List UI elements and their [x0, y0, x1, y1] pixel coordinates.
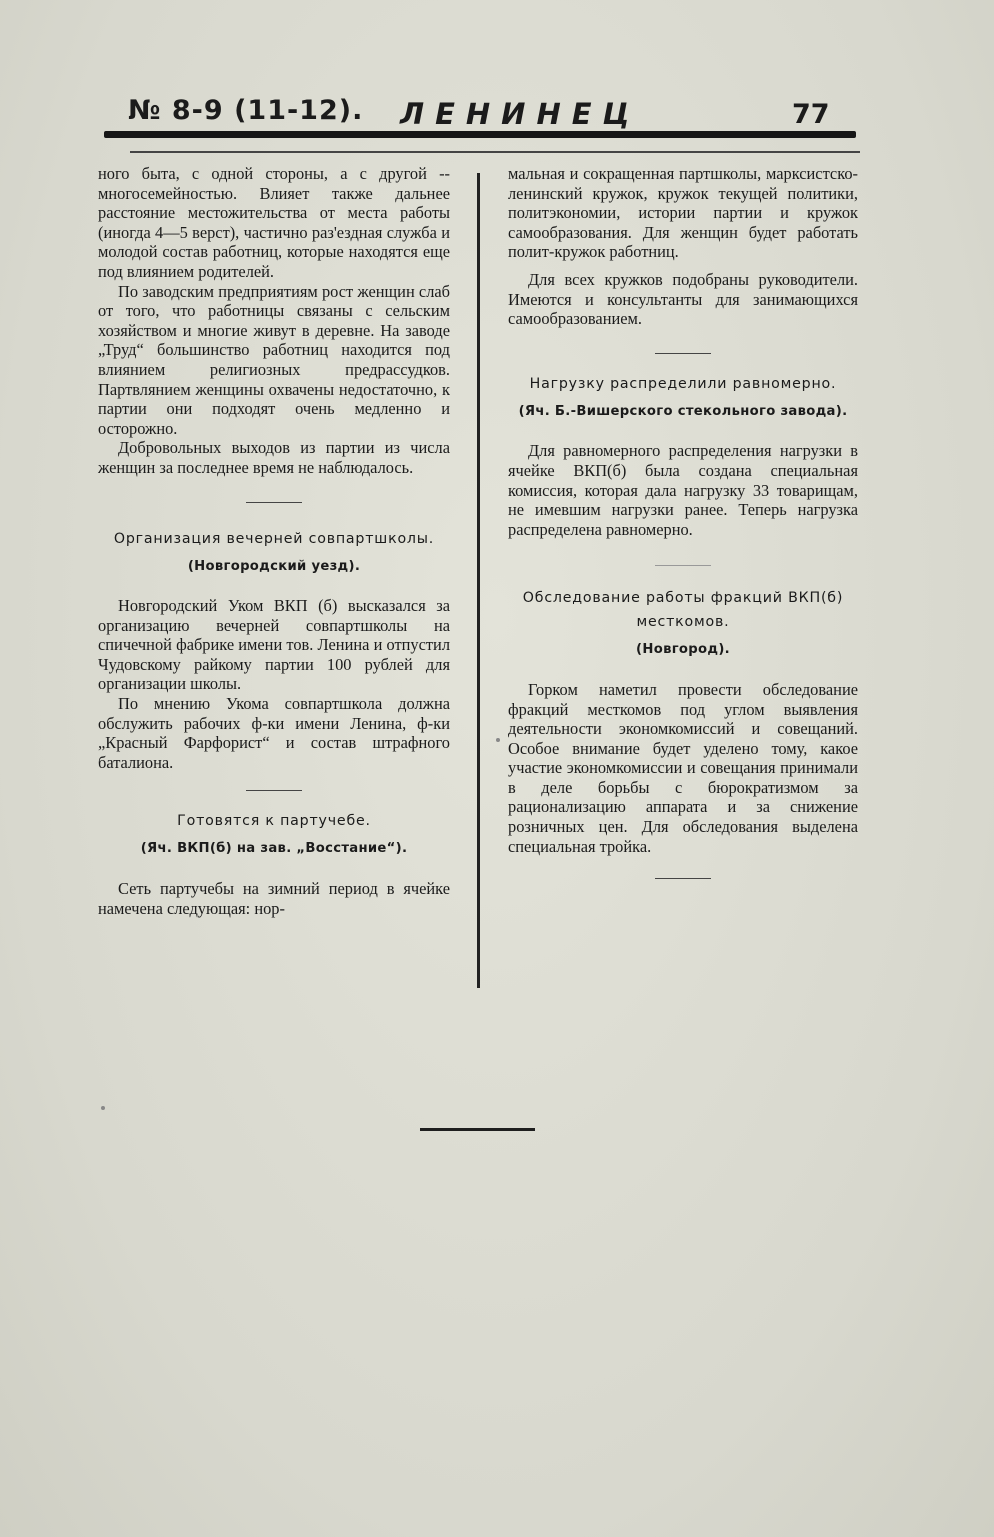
- article-subheading: (Яч. Б.-Вишерского стекольного завода).: [518, 403, 848, 419]
- section-separator: [655, 565, 711, 566]
- section-separator: [655, 878, 711, 879]
- paragraph: Для всех кружков подобраны руководители. Имеются и консультанты для занимающихся самообразованием.: [508, 269, 858, 329]
- paper-speck: [496, 738, 500, 742]
- section-separator: [655, 353, 711, 354]
- section-separator: [246, 790, 302, 791]
- article-heading: Готовятся к партучебе.: [177, 813, 371, 830]
- paper-speck: [101, 1106, 105, 1110]
- end-rule: [420, 1128, 535, 1131]
- journal-title: ЛЕНИНЕЦ: [400, 97, 641, 131]
- issue-number: № 8-9 (11-12).: [128, 95, 364, 126]
- article-subheading: (Яч. ВКП(б) на зав. „Восстание“).: [140, 841, 408, 857]
- paragraph: мальная и сокращенная партшколы, марксистско-ленинский кружок, кружок текущей политики, политэкономии, истории партии и кружок самообразования. Для женщин будет работать полит-кружок работниц.: [508, 164, 858, 262]
- paragraph: Горком наметил провести обследование фракций месткомов под углом выявления деятельности экономкомиссий и совещаний. Особое внимание будет уделено тому, какое участие экономкомиссии и совещания принимали в деле борьбы с бюрократизмом за рационализацию аппарата и за снижение розничных цен. Для обследования выделена специальная тройка.: [508, 679, 858, 856]
- article-subheading: (Новгород).: [636, 642, 730, 658]
- section-separator: [246, 502, 302, 503]
- paragraph: Новгородский Уком ВКП (б) высказался за организацию вечерней совпартшколы на спичечной фабрике имени тов. Ленина и отпустил Чудовскому райкому партии 100 рублей для организации школы.: [98, 596, 450, 694]
- page-number: 77: [792, 99, 830, 130]
- header-rule-thin: [130, 151, 860, 153]
- paragraph: По заводским предприятиям рост женщин слаб от того, что работницы связаны с сельским хозяйством и многие живут в деревне. На заводе „Труд“ большинство работниц находится под влиянием религиозных предрассудков. Партвлянием женщины охвачены недостаточно, к партии они подходят очень медленно и осторожно.: [98, 281, 450, 438]
- paragraph: Для равномерного распределения нагрузки в ячейке ВКП(б) была создана специальная комиссия, которая дала нагрузку 33 товарищам, не имевшим нагрузки ранее. Теперь нагрузка распределена равномерно.: [508, 441, 858, 539]
- right-column: [508, 164, 858, 897]
- article-heading: Нагрузку распределили равномерно.: [529, 375, 837, 392]
- paragraph: Сеть партучебы на зимний период в ячейке намечена следующая: нор-: [98, 879, 450, 918]
- column-divider: [477, 173, 480, 988]
- article-heading: Обследование работы фракций ВКП(б) месткомов.: [522, 590, 844, 631]
- header-rule-thick: [104, 131, 856, 138]
- left-column: [98, 164, 450, 918]
- article-subheading: (Новгородский уезд).: [187, 558, 361, 574]
- article-heading: Организация вечерней совпартшколы.: [113, 530, 435, 547]
- paragraph: Добровольных выходов из партии из числа женщин за последнее время не наблюдалось.: [98, 438, 450, 477]
- paragraph: ного быта, с одной стороны, а с другой --многосемейностью. Влияет также дальнее расстояние местожительства от места работы (иногда 4—5 верст), частично раз'ездная служба и молодой состав работниц, которые находятся еще под влиянием родителей.: [98, 164, 450, 281]
- paragraph: По мнению Укома совпартшкола должна обслужить рабочих ф-ки имени Ленина, ф-ки „Красный Фарфорист“ и состав штрафного баталиона.: [98, 694, 450, 772]
